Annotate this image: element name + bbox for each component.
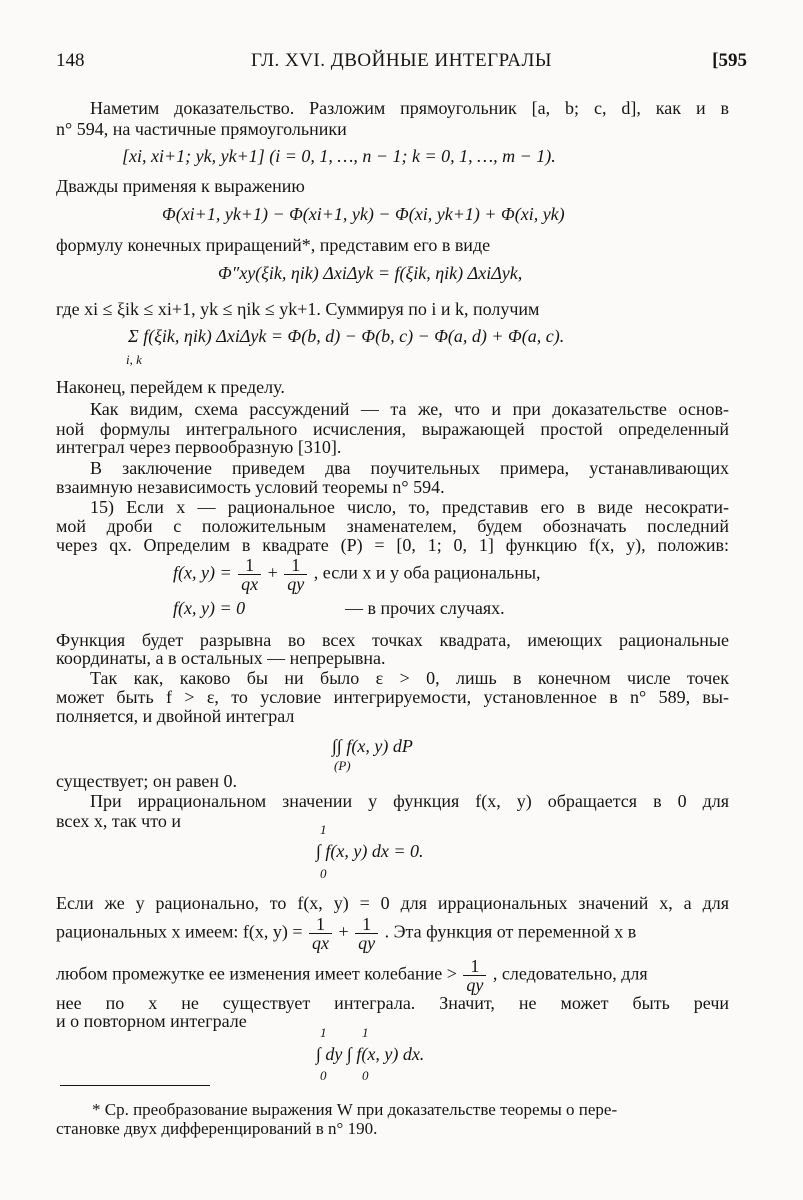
paragraph-line: Как видим, схема рассуждений — та же, что и при доказательстве основ- (90, 399, 729, 419)
footnote-line: * Ср. преобразование выражения W при доказательстве теоремы о пере- (92, 1100, 618, 1119)
paragraph-line: Наконец, перейдем к пределу. (56, 377, 285, 397)
paragraph-line: n° 594, на частичные прямоугольники (56, 119, 347, 139)
fraction-denominator: qy (466, 975, 484, 995)
fraction-numerator: 1 (355, 915, 378, 934)
paragraph-line: Наметим доказательство. Разложим прямоугольник [a, b; c, d], как и в (90, 98, 729, 118)
integral-upper-limit: 1 (320, 1025, 327, 1040)
paragraph-line: нее по x не существует интеграла. Значит, не может быть речи (56, 993, 729, 1013)
paragraph-line: взаимную независимость условий теоремы n° 594. (56, 477, 445, 497)
paragraph-line: где xi ≤ ξik ≤ xi+1, yk ≤ ηik ≤ yk+1. Суммируя по i и k, получим (56, 299, 540, 319)
fraction-1-over-qy (284, 556, 307, 593)
paragraph-line: В заключение приведем два поучительных примера, устанавливающих (90, 458, 729, 478)
sum-index-label: i, k (126, 352, 142, 367)
fraction-numerator: 1 (309, 915, 332, 934)
formula-line (56, 915, 636, 952)
paragraph-line: Если же y рационально, то f(x, y) = 0 для иррациональных значений x, а для (56, 893, 729, 913)
paragraph-line: 15) Если x — рациональное число, то, представив его в виде несократи- (90, 497, 729, 517)
formula-sum: Σ f(ξik, ηik) ΔxiΔyk = Φ(b, d) − Φ(b, c) − Φ(a, d) + Φ(a, c). (128, 326, 565, 346)
formula-iterated-integral: ∫ dy ∫ f(x, y) dx. (316, 1044, 425, 1064)
formula-otherwise-lhs: f(x, y) = 0 (173, 598, 246, 618)
integral-lower-limit: 0 (362, 1068, 369, 1083)
paragraph-line: мой дроби с положительным знаменателем, будем обозначать последний (56, 516, 729, 536)
fraction-denominator: qy (287, 574, 305, 594)
integral-lower-limit: 0 (320, 1068, 327, 1083)
fraction-denominator: qx (311, 933, 329, 953)
paragraph-line: и о повторном интеграле (56, 1011, 247, 1031)
paragraph-line: существует; он равен 0. (56, 771, 238, 791)
fraction-1-over-qx (309, 915, 332, 952)
chapter-title: ГЛ. XVI. ДВОЙНЫЕ ИНТЕГРАЛЫ (251, 50, 552, 71)
fraction-1-over-qy (355, 915, 378, 952)
formula-finite-increments: Φ″xy(ξik, ηik) ΔxiΔyk = f(ξik, ηik) ΔxiΔyk, (218, 263, 523, 283)
paragraph-text: любом промежутке ее изменения имеет колебание > (56, 963, 457, 984)
paragraph-line: полняется, и двойной интеграл (56, 706, 295, 726)
formula-otherwise-text: — в прочих случаях. (345, 598, 505, 618)
formula-condition: , если x и y оба рациональны, (313, 562, 541, 583)
plus-sign: + (338, 921, 349, 942)
formula-lhs: f(x, y) = (173, 562, 232, 583)
formula-function-definition (173, 556, 541, 593)
section-number: [595 (712, 50, 747, 71)
footnote-divider (60, 1085, 210, 1086)
integral-domain-label: (P) (334, 758, 351, 773)
formula-integral-dx: ∫ f(x, y) dx = 0. (316, 841, 424, 861)
integral-lower-limit: 0 (320, 866, 327, 881)
paragraph-text: . Эта функция от переменной x в (384, 921, 637, 942)
page-number: 148 (56, 50, 85, 71)
paragraph-text: , следовательно, для (492, 963, 648, 984)
fraction-denominator: qy (358, 933, 376, 953)
fraction-denominator: qx (241, 574, 259, 594)
fraction-numerator: 1 (284, 556, 307, 575)
paragraph-line: координаты, а в остальных — непрерывна. (56, 648, 386, 668)
paragraph-line: ной формулы интегрального исчисления, выражающей простой определенный (56, 419, 729, 439)
fraction-numerator: 1 (238, 556, 261, 575)
integral-upper-limit: 1 (362, 1025, 369, 1040)
paragraph-line: формулу конечных приращений*, представим его в виде (56, 235, 491, 255)
fraction-numerator: 1 (463, 957, 486, 976)
integral-upper-limit: 1 (320, 822, 327, 837)
formula-expression: Φ(xi+1, yk+1) − Φ(xi+1, yk) − Φ(xi, yk+1) + Φ(xi, yk) (162, 204, 565, 224)
paragraph-line: всех x, так что и (56, 811, 181, 831)
paragraph-line: интеграл через первообразную [310]. (56, 437, 342, 457)
paragraph-line: через qx. Определим в квадрате (P) = [0, 1; 0, 1] функцию f(x, y), положив: (56, 535, 729, 555)
paragraph-line: может быть f > ε, то условие интегрируемости, установленное в n° 589, вы- (56, 687, 729, 707)
paragraph-text: рациональных x имеем: f(x, y) = (56, 921, 303, 942)
formula-double-integral: ∫∫ f(x, y) dP (332, 736, 413, 756)
fraction-1-over-qx (238, 556, 261, 593)
formula-line (56, 957, 648, 994)
paragraph-line: Так как, каково бы ни было ε > 0, лишь в конечном числе точек (90, 668, 729, 688)
paragraph-line: Дважды применяя к выражению (56, 176, 305, 196)
paragraph-line: При иррациональном значении y функция f(x, y) обращается в 0 для (90, 791, 729, 811)
paragraph-line: Функция будет разрывна во всех точках квадрата, имеющих рациональные (56, 630, 729, 650)
plus-sign: + (267, 562, 278, 583)
running-header (56, 50, 747, 74)
footnote-line: становке двух дифференцирований в n° 190. (56, 1119, 378, 1138)
fraction-1-over-qy (463, 957, 486, 994)
formula-partition: [xi, xi+1; yk, yk+1] (i = 0, 1, …, n − 1; k = 0, 1, …, m − 1). (122, 146, 556, 166)
